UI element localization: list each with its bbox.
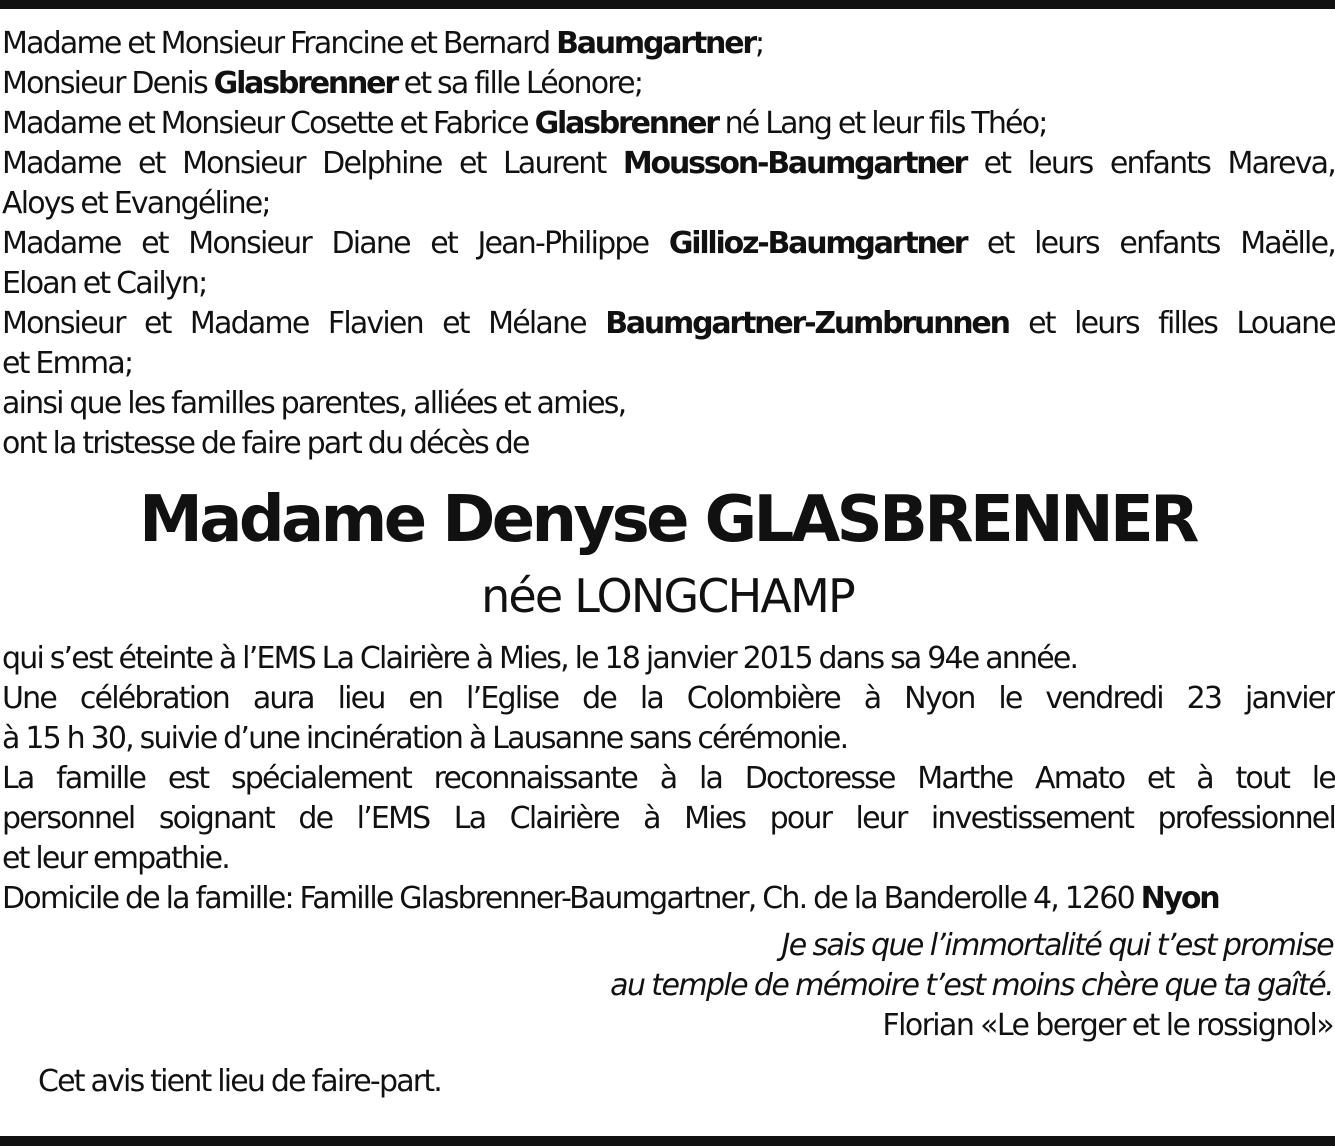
family-line: Monsieur et Madame Flavien et Mélane Baumgartner-Zumbrunnen et leurs filles Louane: [2, 306, 1335, 341]
family-line: Eloan et Cailyn;: [2, 266, 207, 301]
deceased-name: Madame Denyse GLASBRENNER: [139, 483, 1196, 557]
family-line: Madame et Monsieur Diane et Jean-Philippe Gillioz-Baumgartner et leurs enfants Maëlle,: [2, 226, 1335, 261]
family-line: Madame et Monsieur Francine et Bernard Baumgartner;: [2, 26, 764, 61]
family-line: Monsieur Denis Glasbrenner et sa fille Léonore;: [2, 66, 643, 101]
body-line: La famille est spécialement reconnaissante à la Doctoresse Marthe Amato et à tout le: [2, 761, 1335, 796]
quote-line: au temple de mémoire t’est moins chère que ta gaîté.: [610, 968, 1333, 1003]
family-surname: Glasbrenner: [213, 66, 397, 101]
body-line: et leur empathie.: [2, 841, 230, 876]
family-line: Madame et Monsieur Delphine et Laurent Mousson-Baumgartner et leurs enfants Mareva,: [2, 146, 1335, 181]
epitaph-quote: [333, 926, 1333, 1046]
family-surname: Gillioz-Baumgartner: [668, 226, 967, 261]
family-surname: Glasbrenner: [534, 106, 718, 141]
top-rule: [0, 0, 1335, 9]
notice-body: [2, 639, 1335, 919]
body-line: à 15 h 30, suivie d’une incinération à Lausanne sans cérémonie.: [2, 721, 848, 756]
family-list: [2, 24, 1335, 464]
maiden-name: née LONGCHAMP: [481, 569, 854, 623]
family-surname: Mousson-Baumgartner: [622, 146, 967, 181]
family-surname: Baumgartner: [556, 26, 755, 61]
family-line: et Emma;: [2, 346, 133, 381]
family-line: ont la tristesse de faire part du décès de: [2, 426, 529, 461]
quote-author: Florian «Le berger et le rossignol»: [882, 1008, 1333, 1043]
bottom-rule: [0, 1136, 1335, 1146]
family-line: ainsi que les familles parentes, alliées et amies,: [2, 386, 626, 421]
body-line: qui s’est éteinte à l’EMS La Clairière à Mies, le 18 janvier 2015 dans sa 94e année.: [2, 641, 1078, 676]
family-address: Domicile de la famille: Famille Glasbrenner-Baumgartner, Ch. de la Banderolle 4, 1260 Nyon: [2, 881, 1219, 916]
family-line: Madame et Monsieur Cosette et Fabrice Glasbrenner né Lang et leur fils Théo;: [2, 106, 1047, 141]
body-line: personnel soignant de l’EMS La Clairière à Mies pour leur investissement professionnel: [2, 801, 1335, 836]
family-line: Aloys et Evangéline;: [2, 186, 270, 221]
family-surname: Baumgartner-Zumbrunnen: [605, 306, 1009, 341]
body-line: Une célébration aura lieu en l’Eglise de la Colombière à Nyon le vendredi 23 janvier: [2, 681, 1335, 716]
address-city: Nyon: [1140, 881, 1219, 916]
closing-note: Cet avis tient lieu de faire-part.: [38, 1064, 442, 1099]
quote-line: Je sais que l’immortalité qui t’est promise: [781, 928, 1333, 963]
